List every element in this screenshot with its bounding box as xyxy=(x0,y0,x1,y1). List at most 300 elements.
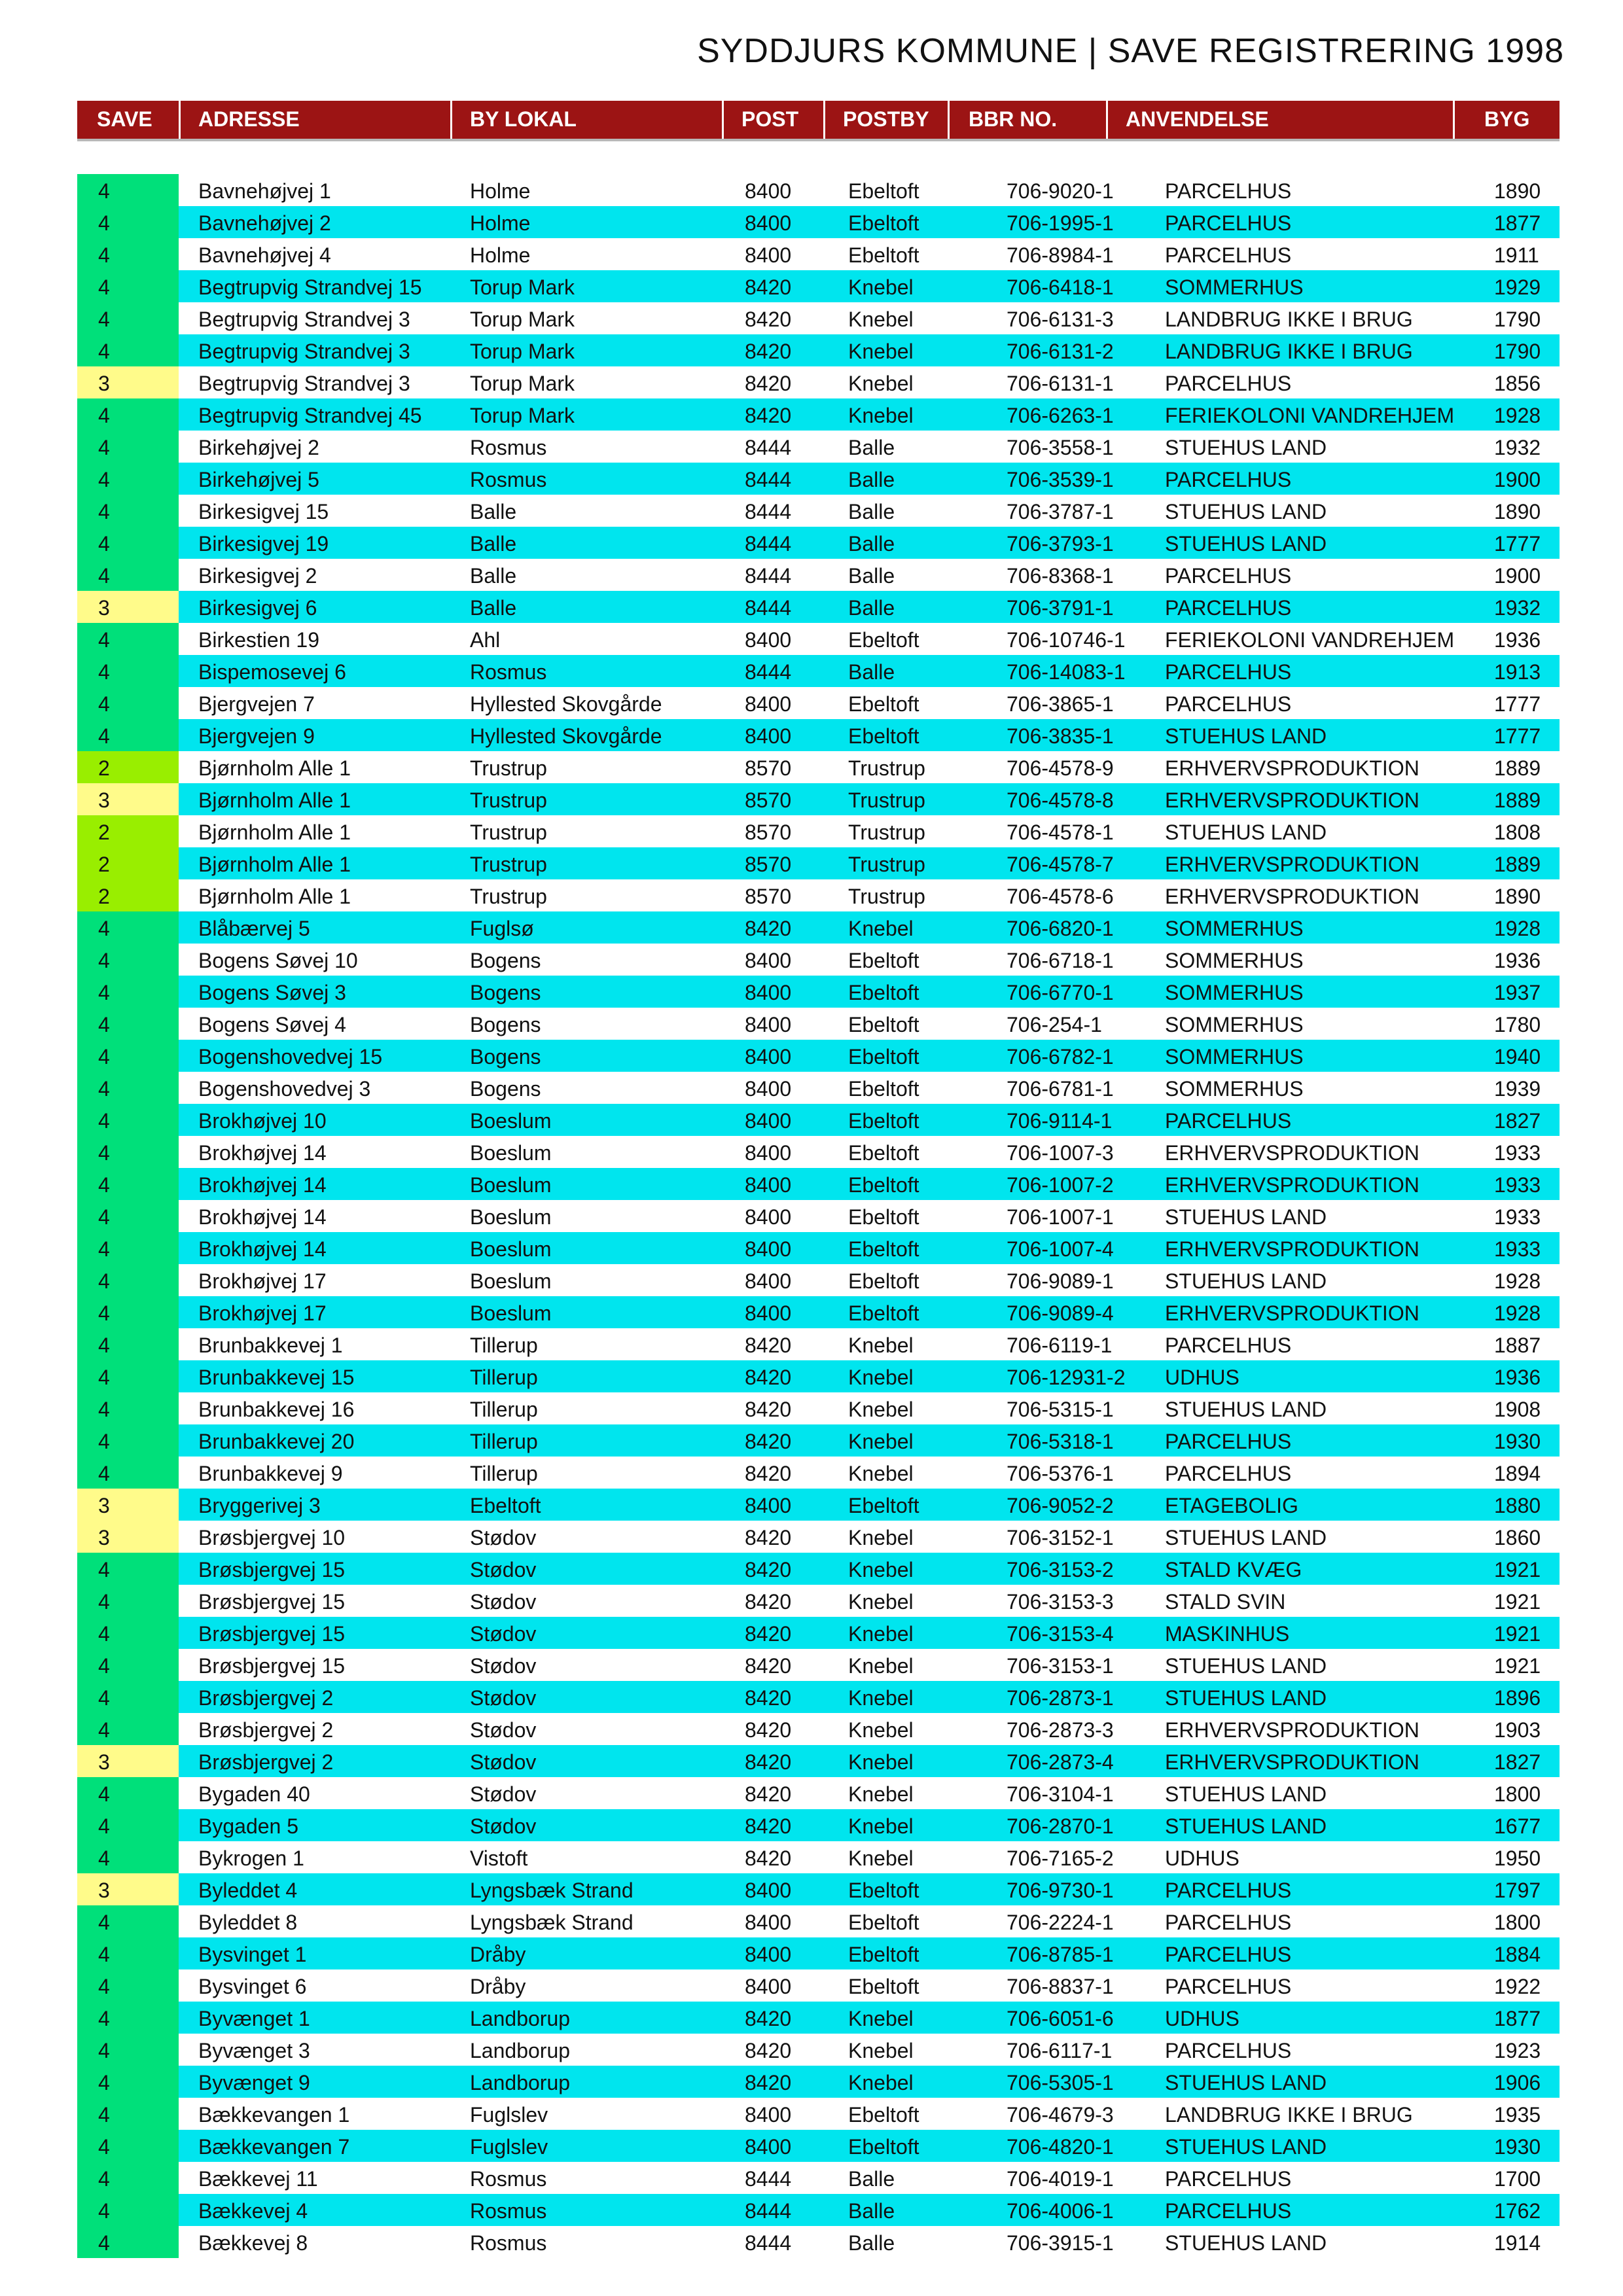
cell-save: 4 xyxy=(98,1269,110,1293)
cell-anvendelse: PARCELHUS xyxy=(1165,692,1292,716)
table-row xyxy=(77,1937,1560,1969)
save-cell xyxy=(77,1969,179,2002)
cell-post: 8420 xyxy=(745,1462,792,1485)
cell-save: 4 xyxy=(98,724,110,748)
table-row xyxy=(77,2162,1560,2194)
cell-bbr-no: 706-6131-2 xyxy=(1007,340,1114,363)
cell-postby: Knebel xyxy=(848,2071,914,2094)
table-row xyxy=(77,815,1560,847)
cell-by-lokal: Holme xyxy=(470,179,531,203)
cell-postby: Balle xyxy=(848,596,895,620)
save-cell xyxy=(77,1937,179,1969)
table-row xyxy=(77,1905,1560,1937)
table-row xyxy=(77,1713,1560,1745)
cell-by-lokal: Rosmus xyxy=(470,660,547,684)
cell-anvendelse: SOMMERHUS xyxy=(1165,275,1304,299)
cell-by-lokal: Landborup xyxy=(470,2039,571,2062)
save-cell xyxy=(77,398,179,431)
cell-postby: Ebeltoft xyxy=(848,1173,919,1197)
cell-bbr-no: 706-3791-1 xyxy=(1007,596,1114,620)
cell-postby: Ebeltoft xyxy=(848,628,919,652)
cell-adresse: Brunbakkevej 20 xyxy=(198,1430,355,1453)
cell-byg: 1797 xyxy=(1494,1879,1541,1902)
cell-byg: 1928 xyxy=(1494,404,1541,427)
cell-anvendelse: STUEHUS LAND xyxy=(1165,1398,1327,1421)
cell-anvendelse: ERHVERVSPRODUKTION xyxy=(1165,1301,1419,1325)
cell-postby: Ebeltoft xyxy=(848,1237,919,1261)
table-row xyxy=(77,944,1560,976)
cell-anvendelse: PARCELHUS xyxy=(1165,596,1292,620)
cell-byg: 1777 xyxy=(1494,724,1541,748)
cell-adresse: Brunbakkevej 15 xyxy=(198,1366,355,1389)
cell-adresse: Brokhøjvej 14 xyxy=(198,1141,327,1165)
cell-bbr-no: 706-9089-1 xyxy=(1007,1269,1114,1293)
cell-anvendelse: PARCELHUS xyxy=(1165,1430,1292,1453)
cell-bbr-no: 706-6131-3 xyxy=(1007,308,1114,331)
cell-save: 4 xyxy=(98,1590,110,1614)
save-cell xyxy=(77,1072,179,1104)
save-cell xyxy=(77,655,179,687)
cell-bbr-no: 706-4578-1 xyxy=(1007,821,1114,844)
table-row xyxy=(77,1008,1560,1040)
save-cell xyxy=(77,1168,179,1200)
cell-byg: 1777 xyxy=(1494,532,1541,556)
cell-postby: Knebel xyxy=(848,308,914,331)
cell-by-lokal: Boeslum xyxy=(470,1141,552,1165)
cell-by-lokal: Trustrup xyxy=(470,885,547,908)
cell-by-lokal: Rosmus xyxy=(470,468,547,491)
cell-adresse: Bækkevangen 1 xyxy=(198,2103,350,2127)
cell-bbr-no: 706-3865-1 xyxy=(1007,692,1114,716)
cell-postby: Trustrup xyxy=(848,885,925,908)
cell-post: 8420 xyxy=(745,1718,792,1742)
table-row xyxy=(77,1873,1560,1905)
cell-bbr-no: 706-5376-1 xyxy=(1007,1462,1114,1485)
cell-postby: Knebel xyxy=(848,1846,914,1870)
cell-adresse: Bjørnholm Alle 1 xyxy=(198,788,351,812)
cell-save: 4 xyxy=(98,2007,110,2030)
cell-bbr-no: 706-5318-1 xyxy=(1007,1430,1114,1453)
cell-bbr-no: 706-3539-1 xyxy=(1007,468,1114,491)
cell-bbr-no: 706-1007-3 xyxy=(1007,1141,1114,1165)
cell-postby: Ebeltoft xyxy=(848,1975,919,1998)
cell-byg: 1936 xyxy=(1494,1366,1541,1389)
cell-adresse: Bogens Søvej 10 xyxy=(198,949,358,972)
cell-post: 8400 xyxy=(745,243,792,267)
cell-by-lokal: Stødov xyxy=(470,1782,537,1806)
cell-save: 2 xyxy=(98,756,110,780)
save-cell xyxy=(77,815,179,847)
save-cell xyxy=(77,1553,179,1585)
save-cell xyxy=(77,206,179,238)
cell-adresse: Bjergvejen 7 xyxy=(198,692,315,716)
table-row xyxy=(77,238,1560,270)
cell-post: 8400 xyxy=(745,2103,792,2127)
cell-postby: Knebel xyxy=(848,1814,914,1838)
cell-postby: Knebel xyxy=(848,1654,914,1678)
cell-by-lokal: Tillerup xyxy=(470,1398,538,1421)
cell-postby: Balle xyxy=(848,2167,895,2191)
save-cell xyxy=(77,1489,179,1521)
table-row xyxy=(77,1745,1560,1777)
cell-save: 4 xyxy=(98,243,110,267)
cell-anvendelse: PARCELHUS xyxy=(1165,211,1292,235)
save-cell xyxy=(77,2194,179,2226)
cell-by-lokal: Stødov xyxy=(470,1654,537,1678)
save-cell xyxy=(77,1521,179,1553)
cell-save: 4 xyxy=(98,275,110,299)
cell-postby: Trustrup xyxy=(848,756,925,780)
cell-save: 2 xyxy=(98,853,110,876)
cell-byg: 1936 xyxy=(1494,949,1541,972)
cell-postby: Ebeltoft xyxy=(848,692,919,716)
save-cell xyxy=(77,1809,179,1841)
cell-bbr-no: 706-6263-1 xyxy=(1007,404,1114,427)
cell-postby: Balle xyxy=(848,532,895,556)
cell-postby: Knebel xyxy=(848,1590,914,1614)
cell-save: 4 xyxy=(98,1975,110,1998)
cell-anvendelse: STALD SVIN xyxy=(1165,1590,1286,1614)
cell-post: 8420 xyxy=(745,1750,792,1774)
cell-post: 8400 xyxy=(745,981,792,1004)
cell-save: 4 xyxy=(98,981,110,1004)
save-cell xyxy=(77,719,179,751)
cell-post: 8400 xyxy=(745,724,792,748)
cell-adresse: Byvænget 9 xyxy=(198,2071,310,2094)
col-header-bbr: BBR NO. xyxy=(969,107,1058,131)
cell-adresse: Bavnehøjvej 2 xyxy=(198,211,331,235)
header-underline xyxy=(77,139,1560,141)
cell-by-lokal: Tillerup xyxy=(470,1462,538,1485)
cell-post: 8420 xyxy=(745,2071,792,2094)
cell-byg: 1800 xyxy=(1494,1782,1541,1806)
col-header-anvendelse: ANVENDELSE xyxy=(1126,107,1269,131)
cell-post: 8420 xyxy=(745,1366,792,1389)
cell-adresse: Bysvinget 1 xyxy=(198,1943,307,1966)
cell-bbr-no: 706-6781-1 xyxy=(1007,1077,1114,1101)
cell-byg: 1921 xyxy=(1494,1590,1541,1614)
cell-anvendelse: ERHVERVSPRODUKTION xyxy=(1165,885,1419,908)
cell-byg: 1936 xyxy=(1494,628,1541,652)
cell-post: 8420 xyxy=(745,1846,792,1870)
cell-postby: Knebel xyxy=(848,1558,914,1581)
cell-post: 8420 xyxy=(745,2039,792,2062)
cell-bbr-no: 706-3558-1 xyxy=(1007,436,1114,459)
cell-byg: 1900 xyxy=(1494,564,1541,588)
col-header-adresse: ADRESSE xyxy=(198,107,300,131)
cell-anvendelse: SOMMERHUS xyxy=(1165,1077,1304,1101)
cell-bbr-no: 706-5305-1 xyxy=(1007,2071,1114,2094)
cell-by-lokal: Landborup xyxy=(470,2071,571,2094)
cell-adresse: Bogens Søvej 3 xyxy=(198,981,346,1004)
cell-post: 8570 xyxy=(745,788,792,812)
cell-bbr-no: 706-12931-2 xyxy=(1007,1366,1126,1389)
cell-postby: Trustrup xyxy=(848,821,925,844)
save-cell xyxy=(77,1745,179,1777)
cell-adresse: Brøsbjergvej 15 xyxy=(198,1590,346,1614)
cell-save: 4 xyxy=(98,1398,110,1421)
cell-anvendelse: STUEHUS LAND xyxy=(1165,1205,1327,1229)
cell-anvendelse: PARCELHUS xyxy=(1165,468,1292,491)
cell-by-lokal: Stødov xyxy=(470,1590,537,1614)
cell-anvendelse: PARCELHUS xyxy=(1165,179,1292,203)
cell-anvendelse: PARCELHUS xyxy=(1165,2199,1292,2223)
save-cell xyxy=(77,1264,179,1296)
cell-anvendelse: ERHVERVSPRODUKTION xyxy=(1165,1750,1419,1774)
cell-adresse: Bjørnholm Alle 1 xyxy=(198,756,351,780)
table-row xyxy=(77,976,1560,1008)
cell-anvendelse: FERIEKOLONI VANDREHJEM xyxy=(1165,404,1455,427)
cell-post: 8400 xyxy=(745,211,792,235)
cell-save: 4 xyxy=(98,436,110,459)
cell-postby: Knebel xyxy=(848,1622,914,1646)
cell-save: 4 xyxy=(98,2199,110,2223)
table-row xyxy=(77,1200,1560,1232)
cell-save: 4 xyxy=(98,1814,110,1838)
cell-save: 4 xyxy=(98,1462,110,1485)
cell-postby: Knebel xyxy=(848,372,914,395)
cell-save: 4 xyxy=(98,2039,110,2062)
cell-postby: Knebel xyxy=(848,404,914,427)
save-cell xyxy=(77,783,179,815)
cell-post: 8420 xyxy=(745,2007,792,2030)
cell-by-lokal: Landborup xyxy=(470,2007,571,2030)
cell-post: 8444 xyxy=(745,596,792,620)
cell-post: 8420 xyxy=(745,1686,792,1710)
cell-adresse: Bækkevej 4 xyxy=(198,2199,308,2223)
cell-by-lokal: Trustrup xyxy=(470,756,547,780)
cell-byg: 1914 xyxy=(1494,2231,1541,2255)
cell-save: 3 xyxy=(98,788,110,812)
cell-byg: 1762 xyxy=(1494,2199,1541,2223)
cell-save: 4 xyxy=(98,532,110,556)
cell-adresse: Blåbærvej 5 xyxy=(198,917,310,940)
table-row xyxy=(77,334,1560,366)
cell-bbr-no: 706-3153-3 xyxy=(1007,1590,1114,1614)
col-header-post: POST xyxy=(741,107,799,131)
cell-byg: 1860 xyxy=(1494,1526,1541,1549)
cell-by-lokal: Torup Mark xyxy=(470,340,575,363)
cell-bbr-no: 706-7165-2 xyxy=(1007,1846,1114,1870)
cell-bbr-no: 706-3104-1 xyxy=(1007,1782,1114,1806)
cell-adresse: Bækkevej 8 xyxy=(198,2231,308,2255)
cell-postby: Knebel xyxy=(848,1750,914,1774)
save-cell xyxy=(77,1457,179,1489)
cell-by-lokal: Tillerup xyxy=(470,1366,538,1389)
cell-by-lokal: Dråby xyxy=(470,1975,526,1998)
cell-byg: 1777 xyxy=(1494,692,1541,716)
cell-anvendelse: ERHVERVSPRODUKTION xyxy=(1165,1718,1419,1742)
cell-anvendelse: STUEHUS LAND xyxy=(1165,1269,1327,1293)
cell-adresse: Begtrupvig Strandvej 15 xyxy=(198,275,422,299)
cell-anvendelse: ERHVERVSPRODUKTION xyxy=(1165,1237,1419,1261)
table-row xyxy=(77,1424,1560,1457)
cell-byg: 1913 xyxy=(1494,660,1541,684)
cell-bbr-no: 706-2870-1 xyxy=(1007,1814,1114,1838)
cell-postby: Ebeltoft xyxy=(848,1911,919,1934)
header-divider xyxy=(823,101,825,139)
cell-anvendelse: LANDBRUG IKKE I BRUG xyxy=(1165,2103,1413,2127)
cell-by-lokal: Stødov xyxy=(470,1686,537,1710)
cell-postby: Ebeltoft xyxy=(848,1269,919,1293)
cell-by-lokal: Rosmus xyxy=(470,2199,547,2223)
cell-by-lokal: Vistoft xyxy=(470,1846,528,1870)
cell-byg: 1889 xyxy=(1494,756,1541,780)
cell-byg: 1940 xyxy=(1494,1045,1541,1069)
cell-postby: Knebel xyxy=(848,1366,914,1389)
cell-adresse: Begtrupvig Strandvej 3 xyxy=(198,308,410,331)
cell-save: 4 xyxy=(98,1430,110,1453)
cell-postby: Ebeltoft xyxy=(848,1013,919,1036)
table-row xyxy=(77,1809,1560,1841)
cell-post: 8400 xyxy=(745,1911,792,1934)
cell-byg: 1921 xyxy=(1494,1654,1541,1678)
cell-bbr-no: 706-2224-1 xyxy=(1007,1911,1114,1934)
cell-anvendelse: STUEHUS LAND xyxy=(1165,821,1327,844)
header-divider xyxy=(1106,101,1108,139)
cell-post: 8400 xyxy=(745,692,792,716)
table-row xyxy=(77,2002,1560,2034)
cell-postby: Balle xyxy=(848,500,895,523)
cell-by-lokal: Ebeltoft xyxy=(470,1494,541,1517)
save-cell xyxy=(77,1296,179,1328)
cell-by-lokal: Fuglslev xyxy=(470,2135,548,2159)
cell-postby: Balle xyxy=(848,2199,895,2223)
cell-byg: 1889 xyxy=(1494,853,1541,876)
save-cell xyxy=(77,944,179,976)
cell-post: 8420 xyxy=(745,1622,792,1646)
cell-bbr-no: 706-254-1 xyxy=(1007,1013,1102,1036)
cell-post: 8400 xyxy=(745,1013,792,1036)
cell-anvendelse: ERHVERVSPRODUKTION xyxy=(1165,756,1419,780)
cell-bbr-no: 706-4578-7 xyxy=(1007,853,1114,876)
cell-post: 8400 xyxy=(745,1109,792,1133)
cell-save: 4 xyxy=(98,692,110,716)
cell-save: 4 xyxy=(98,179,110,203)
cell-anvendelse: STUEHUS LAND xyxy=(1165,2135,1327,2159)
cell-save: 4 xyxy=(98,500,110,523)
save-cell xyxy=(77,591,179,623)
cell-bbr-no: 706-3835-1 xyxy=(1007,724,1114,748)
cell-save: 3 xyxy=(98,1750,110,1774)
cell-post: 8420 xyxy=(745,1814,792,1838)
cell-by-lokal: Balle xyxy=(470,500,517,523)
table-row xyxy=(77,2098,1560,2130)
cell-post: 8420 xyxy=(745,372,792,395)
cell-byg: 1930 xyxy=(1494,2135,1541,2159)
cell-adresse: Brøsbjergvej 2 xyxy=(198,1686,334,1710)
save-cell xyxy=(77,2130,179,2162)
table-row xyxy=(77,1392,1560,1424)
cell-bbr-no: 706-3153-1 xyxy=(1007,1654,1114,1678)
cell-save: 4 xyxy=(98,1718,110,1742)
cell-post: 8420 xyxy=(745,917,792,940)
table-row xyxy=(77,1104,1560,1136)
cell-anvendelse: UDHUS xyxy=(1165,1846,1240,1870)
cell-byg: 1790 xyxy=(1494,340,1541,363)
cell-anvendelse: STUEHUS LAND xyxy=(1165,1814,1327,1838)
cell-by-lokal: Ahl xyxy=(470,628,501,652)
cell-byg: 1933 xyxy=(1494,1141,1541,1165)
table-row xyxy=(77,431,1560,463)
cell-postby: Ebeltoft xyxy=(848,1045,919,1069)
cell-save: 4 xyxy=(98,564,110,588)
cell-by-lokal: Boeslum xyxy=(470,1205,552,1229)
cell-save: 4 xyxy=(98,2231,110,2255)
cell-save: 4 xyxy=(98,308,110,331)
cell-post: 8400 xyxy=(745,179,792,203)
cell-post: 8400 xyxy=(745,1975,792,1998)
cell-by-lokal: Balle xyxy=(470,532,517,556)
save-cell xyxy=(77,1200,179,1232)
save-cell xyxy=(77,1392,179,1424)
cell-bbr-no: 706-2873-3 xyxy=(1007,1718,1114,1742)
cell-post: 8444 xyxy=(745,2199,792,2223)
cell-adresse: Brokhøjvej 17 xyxy=(198,1301,327,1325)
cell-bbr-no: 706-2873-1 xyxy=(1007,1686,1114,1710)
cell-by-lokal: Bogens xyxy=(470,981,541,1004)
cell-by-lokal: Stødov xyxy=(470,1558,537,1581)
table-row xyxy=(77,495,1560,527)
cell-anvendelse: PARCELHUS xyxy=(1165,660,1292,684)
col-header-save: SAVE xyxy=(97,107,152,131)
header-divider xyxy=(450,101,452,139)
cell-post: 8400 xyxy=(745,1173,792,1197)
cell-adresse: Birkesigvej 15 xyxy=(198,500,329,523)
cell-by-lokal: Bogens xyxy=(470,1077,541,1101)
cell-adresse: Brokhøjvej 17 xyxy=(198,1269,327,1293)
cell-post: 8420 xyxy=(745,1558,792,1581)
save-cell xyxy=(77,623,179,655)
cell-post: 8444 xyxy=(745,2167,792,2191)
cell-adresse: Bogens Søvej 4 xyxy=(198,1013,346,1036)
cell-post: 8400 xyxy=(745,1301,792,1325)
cell-byg: 1911 xyxy=(1494,243,1539,267)
save-cell xyxy=(77,238,179,270)
cell-postby: Trustrup xyxy=(848,788,925,812)
cell-byg: 1890 xyxy=(1494,179,1541,203)
cell-postby: Knebel xyxy=(848,340,914,363)
cell-byg: 1933 xyxy=(1494,1205,1541,1229)
cell-bbr-no: 706-6820-1 xyxy=(1007,917,1114,940)
cell-by-lokal: Bogens xyxy=(470,949,541,972)
cell-by-lokal: Lyngsbæk Strand xyxy=(470,1911,633,1934)
cell-anvendelse: ERHVERVSPRODUKTION xyxy=(1165,853,1419,876)
cell-anvendelse: STUEHUS LAND xyxy=(1165,500,1327,523)
cell-adresse: Bogenshovedvej 15 xyxy=(198,1045,383,1069)
table-row xyxy=(77,2226,1560,2258)
table-row xyxy=(77,270,1560,302)
save-cell xyxy=(77,1681,179,1713)
cell-post: 8570 xyxy=(745,821,792,844)
col-header-byg: BYG xyxy=(1484,107,1530,131)
cell-byg: 1939 xyxy=(1494,1077,1541,1101)
cell-postby: Knebel xyxy=(848,2007,914,2030)
cell-post: 8420 xyxy=(745,404,792,427)
save-cell xyxy=(77,463,179,495)
cell-adresse: Brokhøjvej 10 xyxy=(198,1109,327,1133)
cell-post: 8570 xyxy=(745,853,792,876)
save-cell xyxy=(77,911,179,944)
table-row xyxy=(77,719,1560,751)
cell-anvendelse: PARCELHUS xyxy=(1165,1911,1292,1934)
cell-anvendelse: SOMMERHUS xyxy=(1165,917,1304,940)
cell-postby: Knebel xyxy=(848,1398,914,1421)
cell-postby: Knebel xyxy=(848,1526,914,1549)
cell-adresse: Brokhøjvej 14 xyxy=(198,1237,327,1261)
cell-byg: 1929 xyxy=(1494,275,1541,299)
cell-adresse: Birkesigvej 6 xyxy=(198,596,317,620)
